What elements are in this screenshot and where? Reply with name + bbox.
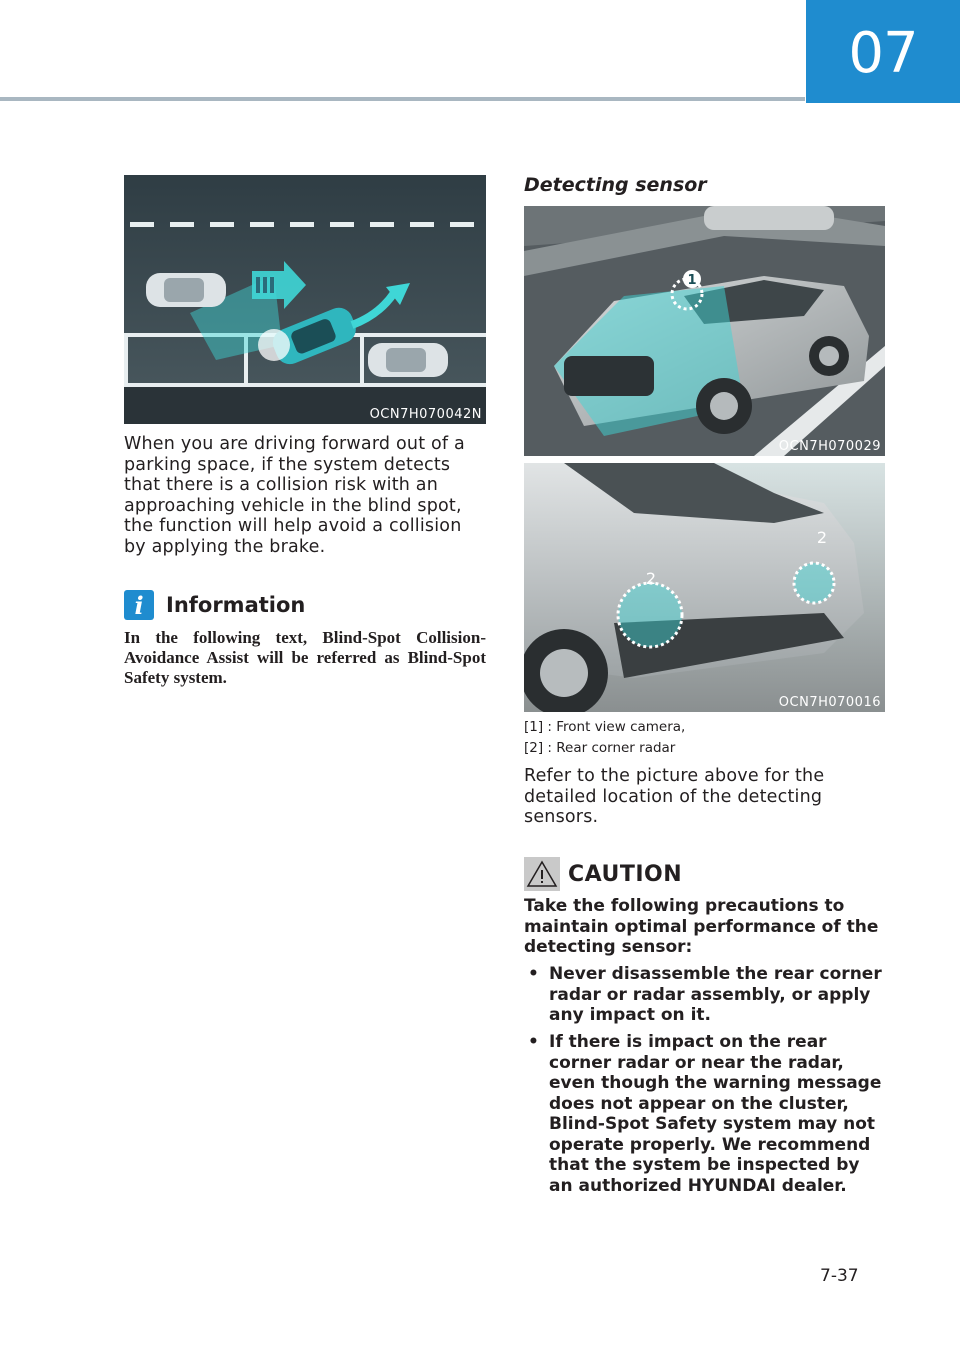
sensor-description: Refer to the picture above for the detailed location of the detecting sensors. [524, 766, 825, 827]
radar-marker-right: 2 [816, 528, 828, 547]
caution-title: CAUTION [568, 861, 683, 887]
chapter-number: 07 [848, 21, 918, 86]
bullet-marker: • [528, 1032, 539, 1052]
parking-description: When you are driving forward out of a parking space, if the system detects that there is a collision risk with an approaching vehicle in the blind spot, the function will help avoid a collision by applying the brake. [124, 434, 465, 557]
section-title: Detecting sensor [524, 174, 707, 196]
figure-code: OCN7H070042N [369, 407, 482, 422]
figure-code: OCN7H070016 [778, 695, 881, 710]
front-camera-illustration [524, 206, 885, 456]
figure-code: OCN7H070029 [778, 439, 881, 454]
info-icon: i [124, 590, 154, 620]
caption-front-camera: [1] : Front view camera, [524, 719, 686, 735]
bullet-marker: • [528, 964, 539, 984]
information-text: In the following text, Blind-Spot Collision-Avoidance Assist will be referred as Blind-Spot Safety system. [124, 628, 486, 687]
parking-illustration [124, 175, 486, 424]
warning-icon [524, 857, 560, 891]
radar-marker-left: 2 [645, 569, 657, 588]
camera-marker: 1 [687, 273, 697, 288]
caution-bullet-text: If there is impact on the rear corner radar or near the radar, even though the warning message does not appear on the cluster, Blind-Spot Safety system may not operate properly. We recommend that the system be inspected by an authorized HYUNDAI dealer. [549, 1032, 882, 1196]
caution-intro: Take the following precautions to maintain optimal performance of the detecting sensor: [524, 896, 879, 957]
caution-bullet [524, 1032, 885, 1196]
header-rule [0, 97, 805, 101]
caution-bullet-text: Never disassemble the rear corner radar or radar assembly, or apply any impact on it. [549, 964, 882, 1025]
caution-heading [524, 857, 682, 891]
page-number: 7-37 [820, 1266, 859, 1286]
information-title: Information [166, 593, 306, 617]
rear-radar-illustration [524, 463, 885, 712]
information-heading [124, 590, 305, 620]
caution-bullet [524, 964, 885, 1026]
caption-rear-radar: [2] : Rear corner radar [524, 740, 676, 756]
chapter-tab [806, 0, 960, 103]
